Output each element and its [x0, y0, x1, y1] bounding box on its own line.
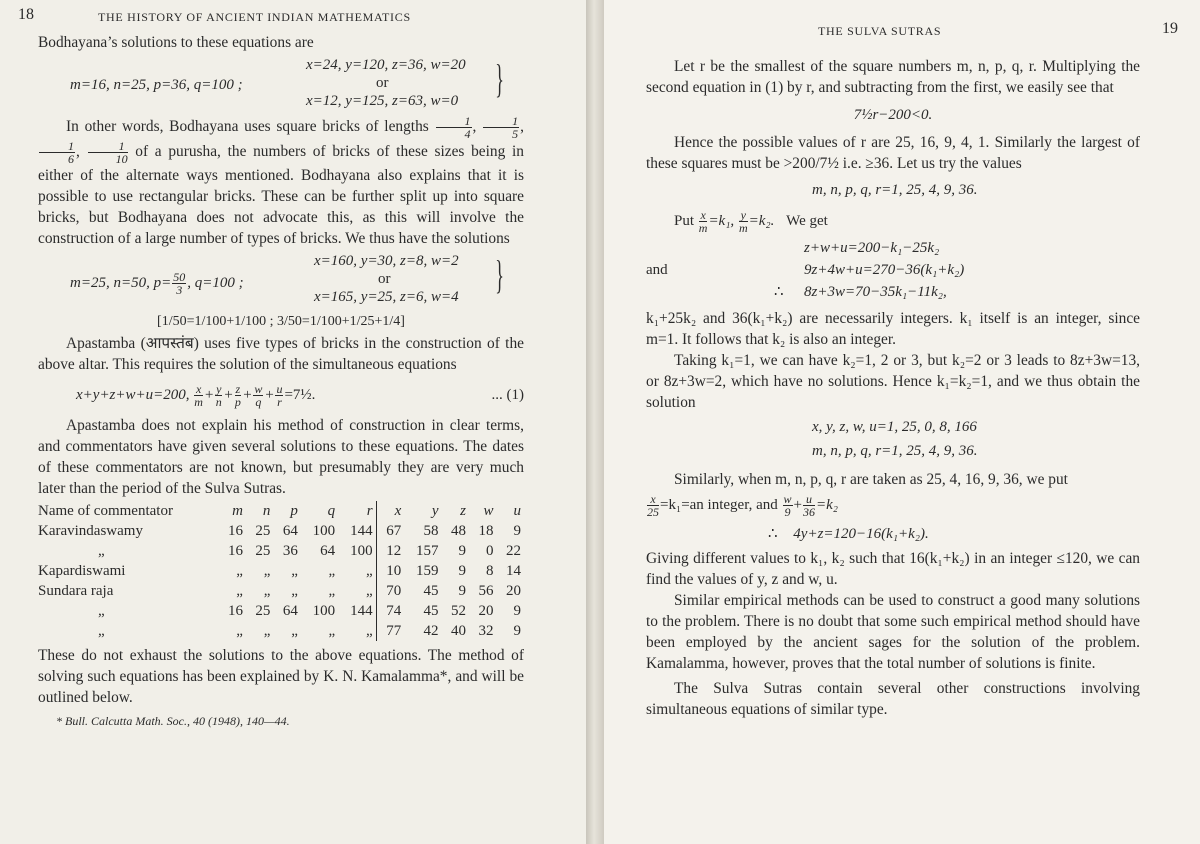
paragraph-apastamba: Apastamba (आपस्तंब) uses five types of bricks in the construction of the above altar. This requires the solution of the simultaneous equations	[38, 335, 524, 373]
table-cell: 25	[255, 602, 271, 619]
table-cell: 25	[255, 542, 271, 559]
sol2-or: or	[378, 271, 391, 287]
table-cell: „	[365, 562, 373, 579]
eq-a: z+w+u=200−k₁−25k₂	[804, 240, 940, 256]
table-cell: 67	[376, 521, 404, 541]
table-cell: 12	[376, 541, 404, 561]
sol2-lhs: m=25, n=50, p= $\frac{50}{3}$ , q=100 ;	[70, 270, 244, 297]
table-cell: 0	[485, 542, 494, 559]
table-cell: 9	[513, 522, 521, 539]
sol1-or: or	[376, 75, 389, 91]
table-cell: 9	[458, 542, 466, 559]
table-cell: 9	[458, 562, 466, 579]
sol2-bottom: x=165, y=25, z=6, w=4	[314, 289, 459, 305]
table-cell: 32	[478, 622, 494, 639]
table-cell: „	[328, 562, 336, 579]
table-cell: „	[328, 622, 336, 639]
bracket-equation: [1/50=1/100+1/100 ; 3/50=1/100+1/25+1/4]	[157, 314, 405, 329]
equation-1-number: ... (1)	[491, 387, 524, 403]
paragraph-giving-values: Giving different values to k₁, k₂ such that 16(k₁+k₂) in an integer ≤120, we can find the values of y, z and w, u.	[646, 550, 1140, 588]
table-cell: „	[236, 622, 243, 639]
table-cell: 100	[312, 602, 336, 619]
table-cell: 16	[227, 602, 243, 619]
right-page	[604, 0, 1200, 844]
table-cell: 18	[478, 522, 494, 539]
left-running-head: THE HISTORY OF ANCIENT INDIAN MATHEMATICS	[98, 10, 411, 24]
table-cell: 100	[350, 542, 373, 559]
table-cell: 42	[423, 622, 439, 639]
table-cell: „	[291, 562, 298, 579]
table-cell: 144	[350, 602, 373, 619]
commentator-name: „	[98, 622, 105, 639]
values-line: m, n, p, q, r=1, 25, 4, 9, 36.	[812, 182, 978, 198]
system-equations	[646, 236, 1140, 304]
left-page-number: 18	[18, 6, 34, 23]
table-cell: „	[263, 622, 271, 639]
equation-d: ∴ 4y+z=120−16(k₁+k₂).	[768, 526, 929, 542]
table-cell: 9	[458, 582, 466, 599]
table-cell: 70	[376, 581, 404, 601]
table-cell: 45	[423, 582, 439, 599]
sol1-bottom: x=12, y=125, z=63, w=0	[306, 93, 459, 109]
sol2-brace: }	[495, 252, 504, 297]
sol1-lhs: m=16, n=25, p=36, q=100 ;	[70, 77, 243, 93]
left-page	[0, 0, 586, 844]
table-cell: 56	[478, 582, 494, 599]
solution-mnpqr: m, n, p, q, r=1, 25, 4, 9, 36.	[812, 443, 978, 459]
table-cell: 20	[506, 582, 521, 599]
sol1-top: x=24, y=120, z=36, w=20	[306, 57, 466, 73]
table-cell: 52	[450, 602, 466, 619]
table-cell: 10	[376, 561, 404, 581]
table-cell: 36	[282, 542, 298, 559]
eq-b: 9z+4w+u=270−36(k₁+k₂)	[804, 262, 965, 278]
table-row	[38, 621, 524, 641]
table-cell: 16	[227, 522, 243, 539]
table-cell: 9	[513, 602, 521, 619]
paragraph-similarly: Similarly, when m, n, p, q, r are taken as 25, 4, 16, 9, 36, we put	[674, 471, 1068, 488]
table-row	[38, 601, 524, 621]
intro-text: Bodhayana’s solutions to these equations are	[38, 34, 314, 51]
paragraph-bricks: In other words, Bodhayana uses square bricks of lengths $\frac{1}{4}$ , $\frac{1}{5}$ , $\frac{1}{6}$ , $\frac{1}{10}$ of a purusha, the numbers of bricks of these sizes being in either of the alternate ways mentioned. Bodhayana also explains that it is possible to use rectangular bricks. These can be further split up into square bricks, but Bodhayana does not advocate this, as this will involve the construction of a large number of types of bricks. We thus have the solutions	[38, 114, 524, 247]
table-row	[38, 561, 524, 581]
paragraph-integers: k₁+25k₂ and 36(k₁+k₂) are necessarily integers. k₁ itself is an integer, since m=1. It follows that k₂ is also an integer.	[646, 310, 1140, 348]
table-row	[38, 521, 524, 541]
paragraph-possible-values: Hence the possible values of r are 25, 16, 9, 4, 1. Similarly the largest of these squares must be >200/7½ i.e. ≥36. Let us try the values	[646, 134, 1140, 172]
right-page-number: 19	[1162, 20, 1178, 37]
table-cell: „	[328, 582, 336, 599]
paragraph-commentators: Apastamba does not explain his method of construction in clear terms, and commentators have given several solutions to these equations. The dates of these commentators are not known, but presumably they are very much later than the period of the Sulva Sutras.	[38, 417, 524, 497]
table-cell: 40	[450, 622, 466, 639]
commentator-name: Karavindaswamy	[38, 522, 143, 539]
commentator-name: „	[98, 542, 105, 559]
table-header-row: Name of commentator m n p q r x y z w u	[38, 501, 524, 521]
table-cell: „	[291, 622, 298, 639]
table-cell: 25	[255, 522, 271, 539]
table-cell: „	[365, 622, 373, 639]
table-cell: 22	[506, 542, 521, 559]
solution-xyzwu: x, y, z, w, u=1, 25, 0, 8, 166	[812, 419, 977, 435]
paragraph-exhaust: These do not exhaust the solutions to the above equations. The method of solving such equations has been explained by K. N. Kamalamma*, and will be outlined below.	[38, 647, 524, 706]
table-cell: 159	[416, 562, 439, 579]
solution-lines	[646, 415, 1140, 463]
and-label: and	[646, 262, 668, 278]
solution-block-2	[38, 249, 524, 311]
table-cell: 8	[485, 562, 494, 579]
paragraph-taking-k1: Taking k₁=1, we can have k₂=1, 2 or 3, but k₂=2 or 3 leads to 8z+3w=13, or 8z+3w=2, which have no solutions. Hence k₁=k₂=1, and we thus obtain the solution	[646, 352, 1140, 411]
inequality: 7½r−200<0.	[853, 107, 933, 123]
table-cell: „	[263, 562, 271, 579]
therefore-symbol: ∴	[774, 284, 784, 300]
table-cell: „	[236, 582, 243, 599]
table-cell: 48	[450, 522, 466, 539]
commentator-name: Kapardiswami	[38, 562, 126, 579]
table-row	[38, 541, 524, 561]
table-cell: 64	[282, 602, 298, 619]
table-cell: „	[291, 582, 298, 599]
table-cell: 58	[423, 522, 439, 539]
table-cell: 14	[506, 562, 521, 579]
right-header	[646, 20, 1178, 46]
table-cell: „	[236, 562, 243, 579]
fraction-line: $\frac{x}{25}$ =k₁=an integer, and $\frac{w}{9}$ + $\frac{u}{36}$ =k₂	[647, 492, 838, 520]
paragraph-let-r: Let r be the smallest of the square numbers m, n, p, q, r. Multiplying the second equation in (1) by r, and subtracting from the first, we easily see that	[646, 58, 1140, 96]
commentator-name: Sundara raja	[38, 582, 114, 599]
eq-c: 8z+3w=70−35k₁−11k₂,	[804, 284, 947, 300]
equation-1: x+y+z+w+u=200, $\frac{x}{m}$ + $\frac{y}{n}$ + $\frac{z}{p}$ + $\frac{w}{q}$ + $\frac{u}{r}$ =7½. ... (1)	[76, 382, 524, 409]
right-running-head: THE SULVA SUTRAS	[818, 24, 942, 38]
table-row	[38, 581, 524, 601]
commentator-table	[38, 501, 524, 641]
book-gutter	[586, 0, 604, 844]
sol1-brace: }	[495, 56, 504, 101]
table-cell: 16	[227, 542, 243, 559]
table-cell: 144	[350, 522, 373, 539]
sol2-top: x=160, y=30, z=8, w=2	[314, 253, 459, 269]
table-cell: 45	[423, 602, 439, 619]
table-cell: 157	[416, 542, 439, 559]
table-cell: 20	[478, 602, 494, 619]
paragraph-other-constructions: The Sulva Sutras contain several other constructions involving simultaneous equations of similar type.	[646, 680, 1140, 718]
footnote: * Bull. Calcutta Math. Soc., 40 (1948), 140—44.	[56, 714, 290, 728]
put-line: Put $\frac{x}{m}$ =k₁, $\frac{y}{m}$ =k₂. We get	[674, 208, 828, 236]
table-cell: 100	[312, 522, 336, 539]
table-cell: „	[263, 582, 271, 599]
table-cell: 77	[376, 621, 404, 641]
left-header	[18, 6, 524, 32]
commentator-name: „	[98, 602, 105, 619]
table-cell: „	[365, 582, 373, 599]
table-cell: 74	[376, 601, 404, 621]
paragraph-empirical: Similar empirical methods can be used to construct a good many solutions to the problem. There is no doubt that some such empirical method should have been employed by the ancient sages for the solution of the problem. Kamalamma, however, proves that the total number of solutions is finite.	[646, 592, 1140, 672]
table-cell: 64	[320, 542, 336, 559]
table-cell: 9	[513, 622, 521, 639]
table-cell: 64	[282, 522, 298, 539]
solution-block-1	[38, 53, 524, 115]
